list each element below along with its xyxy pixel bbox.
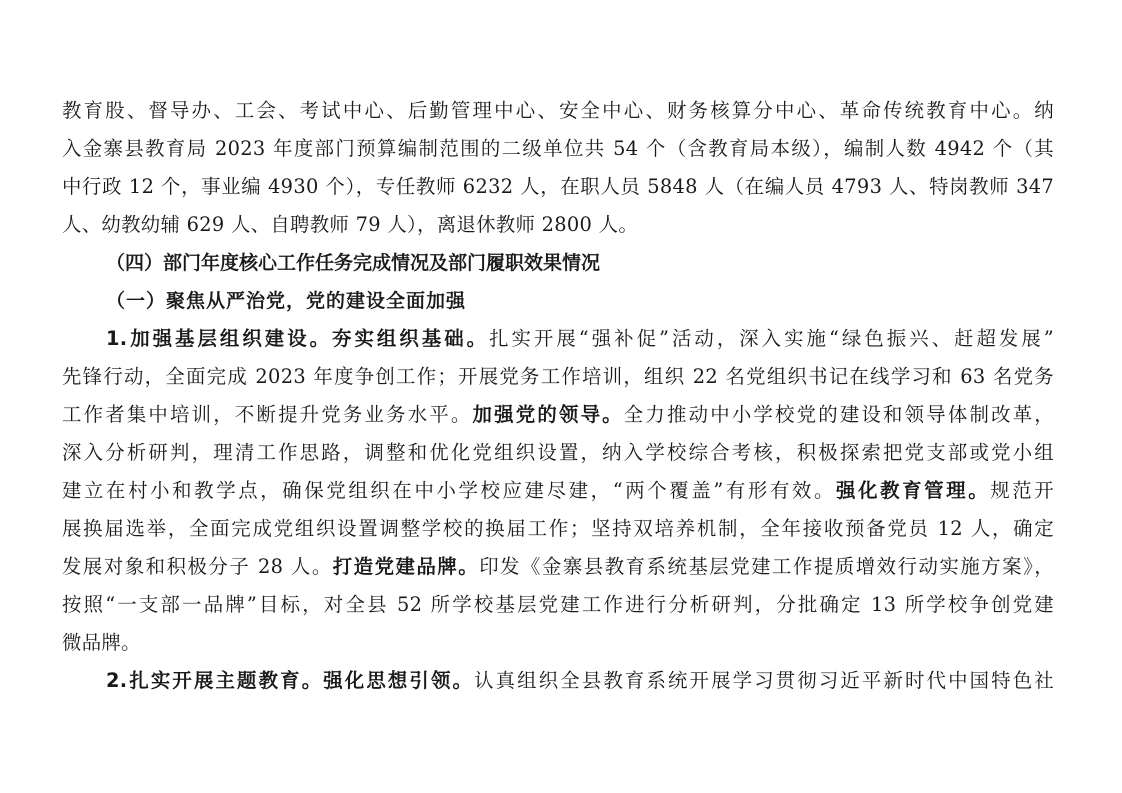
paragraph-line: 教育股、督导办、工会、考试中心、后勤管理中心、安全中心、财务核算分中心、革命传统教育中心。纳	[62, 99, 1054, 122]
paragraph-line: 中行政 12 个，事业编 4930 个），专任教师 6232 人，在职人员 5848 人（在编人员 4793 人、特岗教师 347	[62, 175, 1054, 198]
item1-text: 工作者集中培训，不断提升党务业务水平。	[62, 403, 473, 426]
paragraph-line: 展换届选举，全面完成党组织设置调整学校的换届工作；坚持双培养机制，全年接收预备党员 12 人，确定	[62, 517, 1054, 540]
paragraph-line: 先锋行动，全面完成 2023 年度争创工作；开展党务工作培训，组织 22 名党组织书记在线学习和 63 名党务	[62, 365, 1054, 388]
item1-text: 建立在村小和教学点，确保党组织在中小学校应建尽建，“两个覆盖”有形有效。	[62, 479, 837, 502]
paragraph-line: 深入分析研判，理清工作思路，调整和优化党组织设置，纳入学校综合考核，积极探索把党支部或党小组	[62, 441, 1054, 464]
item1-keyphrase: 强化教育管理。	[836, 479, 991, 502]
item1-keyphrase: 打造党建品牌。	[332, 555, 480, 578]
item1-text: 扎实开展“强补促”活动，深入实施“绿色振兴、赶超发展”	[489, 327, 1054, 350]
item1-text: 发展对象和积极分子 28 人。	[62, 555, 333, 578]
paragraph-line: 微品牌。	[62, 631, 141, 654]
section-heading: （四）部门年度核心工作任务完成情况及部门履职效果情况	[106, 252, 601, 274]
paragraph-line: 人、幼教幼辅 629 人、自聘教师 79 人），离退休教师 2800 人。	[62, 213, 639, 236]
item1-title: 1.加强基层组织建设。夯实组织基础。	[106, 327, 490, 350]
item2-line-1	[62, 662, 1054, 700]
paragraph-line: 按照“一支部一品牌”目标，对全县 52 所学校基层党建工作进行分析研判，分批确定 13 所学校争创党建	[62, 593, 1054, 616]
item1-line-1	[62, 320, 1054, 358]
item1-text: 印发《金寨县教育系统基层党建工作提质增效行动实施方案》，	[479, 555, 1054, 578]
paragraph-line: 入金寨县教育局 2023 年度部门预算编制范围的二级单位共 54 个（含教育局本级），编制人数 4942 个（其	[62, 137, 1054, 160]
item1-text: 规范开	[990, 479, 1054, 502]
item1-keyphrase: 加强党的领导。	[472, 403, 624, 426]
item2-text: 认真组织全县教育系统开展学习贯彻习近平新时代中国特色社	[474, 669, 1054, 692]
item1-text: 全力推动中小学校党的建设和领导体制改革，	[623, 403, 1054, 426]
item1-line-5	[62, 472, 1054, 510]
subsection-heading: （一）聚焦从严治党，党的建设全面加强	[106, 290, 467, 312]
item1-line-7	[62, 548, 1054, 586]
document-page	[62, 92, 1054, 700]
item1-line-3	[62, 396, 1054, 434]
item2-title: 2.扎实开展主题教育。强化思想引领。	[106, 669, 475, 692]
